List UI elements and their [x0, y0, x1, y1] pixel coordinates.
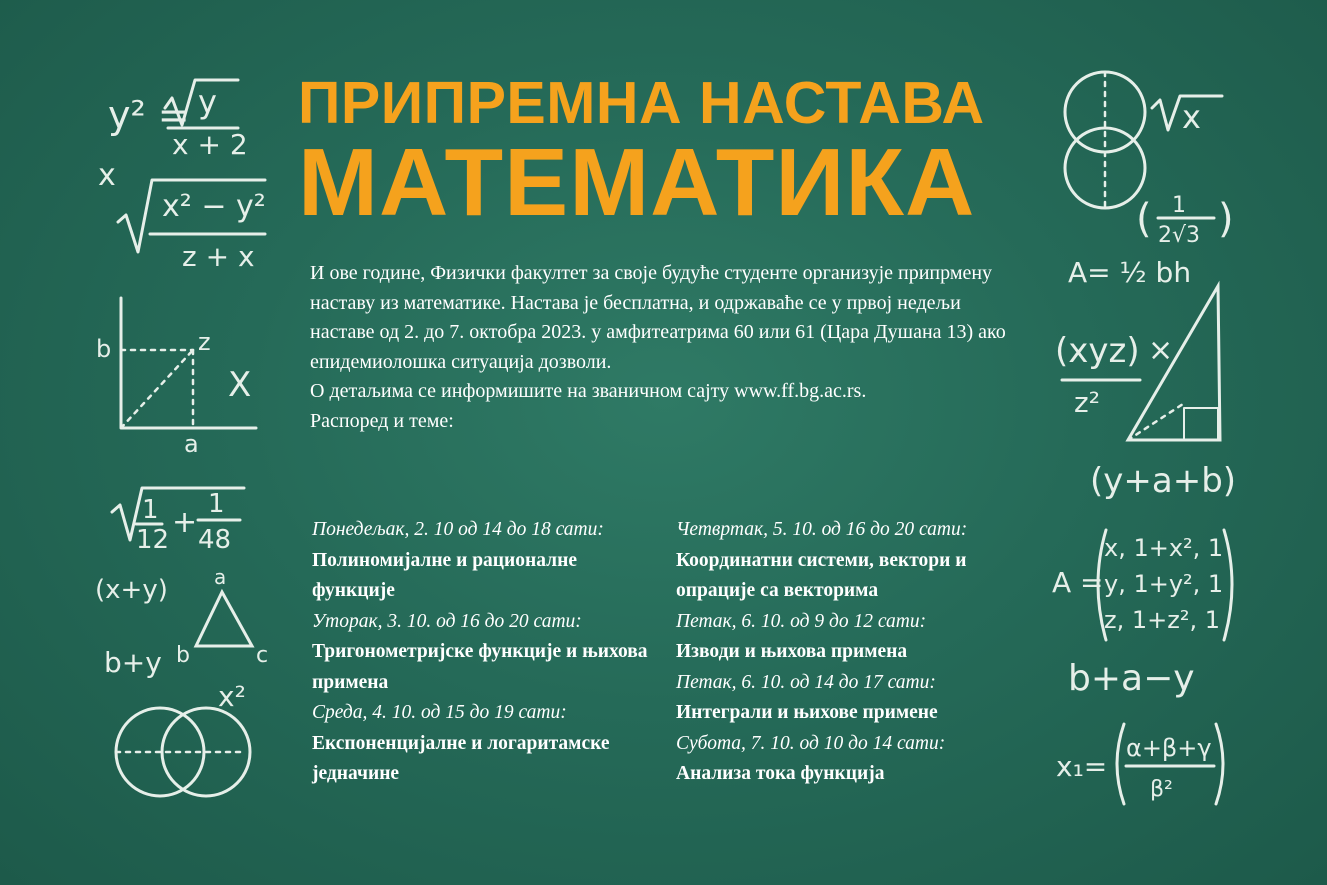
formula-sqrt-y-text: y	[198, 83, 217, 121]
schedule-topic: Анализа тока функција	[676, 763, 885, 784]
frac2-num: 1	[208, 489, 225, 519]
schedule-day: Среда, 4. 10. од 15 до 19 сати:	[312, 702, 567, 723]
formula-one-over	[1136, 193, 1234, 248]
coordinate-graph	[96, 298, 256, 458]
schedule-topic: Изводи и њихова примена	[676, 641, 908, 662]
matrix-a	[1052, 530, 1232, 640]
page-title	[298, 70, 1028, 236]
schedule-day: Понедељак, 2. 10 од 14 до 18 сати:	[312, 519, 604, 540]
frac2-den: 48	[198, 525, 232, 555]
formula-x2-minus-y2-text: x² − y²	[162, 189, 266, 224]
triangle-a: a	[214, 565, 227, 589]
title-line-2: МАТЕМАТИКА	[298, 129, 976, 236]
beta-sq-den: β²	[1150, 777, 1173, 802]
formula-z-sq: z²	[1074, 386, 1100, 419]
one-over-num: 1	[1172, 193, 1186, 218]
formula-y-squared	[108, 80, 248, 161]
stacked-circles	[1065, 72, 1145, 208]
formula-x-plus-y: (x+y)	[95, 575, 168, 605]
x1-eq: x₁=	[1056, 750, 1108, 783]
formula-b-plus-y: b+y	[104, 646, 162, 679]
formula-times-x: ×	[1148, 333, 1174, 368]
matrix-row-3: z, 1+z², 1	[1104, 606, 1220, 634]
schedule-day: Четвртак, 5. 10. од 16 до 20 сати:	[676, 519, 968, 540]
triangle-b: b	[176, 643, 190, 668]
intro-text	[310, 259, 1030, 436]
triangle-c: c	[256, 643, 269, 668]
abg-num: α+β+γ	[1126, 734, 1212, 762]
schedule-left-column	[312, 515, 662, 790]
graph-x-label: X	[228, 365, 252, 405]
matrix-a-label: A =	[1052, 566, 1104, 599]
area-formula: A= ½ bh	[1068, 256, 1192, 289]
formula-y-plus-a-plus-b: (y+a+b)	[1090, 461, 1237, 501]
schedule-right-column	[676, 515, 1021, 790]
sqrt-x-text: x	[1182, 98, 1201, 136]
title-line-1: ПРИПРЕМНА НАСТАВА	[298, 70, 985, 136]
intro-paragraph: И ове године, Физички факултет за своје будуће студенте организује припрмену наставу из математике. Настава је бесплатна, и одржаваће се у првој недељи наставе од 2. до 7. октобра 2023. у амфитеатрима 60 или 61 (Цара Душана 13) ако епидемиолошка ситуација дозволи.	[310, 262, 1006, 373]
venn-diagram-left	[116, 708, 250, 796]
formula-y-sq-text: y² =	[108, 93, 190, 137]
formula-sqrt-sum	[112, 488, 244, 555]
paren-right: )	[1218, 196, 1234, 242]
frac1-den: 12	[136, 525, 170, 555]
schedule-topic: Координатни системи, вектори и опрације са векторима	[676, 549, 967, 601]
schedule-day: Петак, 6. 10. од 14 до 17 сати:	[676, 671, 936, 693]
formula-xyz: (xyz)	[1055, 331, 1140, 371]
graph-z-label: z	[198, 328, 211, 356]
formula-x-sq: x²	[218, 680, 246, 713]
formula-x-plus-2-text: x + 2	[172, 128, 248, 161]
formula-x-mark: x	[98, 158, 116, 193]
formula-x1	[1056, 724, 1223, 804]
schedule-day: Петак, 6. 10. од 9 до 12 сати:	[676, 610, 927, 632]
schedule-day: Субота, 7. 10. од 10 до 14 сати:	[676, 732, 946, 754]
matrix-row-2: y, 1+y², 1	[1104, 570, 1224, 598]
schedule-topic: Експоненцијалне и логаритамске једначине	[312, 732, 610, 784]
paren-left: (	[1136, 196, 1152, 242]
matrix-row-1: x, 1+x², 1	[1104, 534, 1224, 562]
one-over-den: 2√3	[1158, 223, 1201, 248]
schedule-topic: Тригонометријске функције и њихова примена	[312, 641, 648, 693]
schedule-topic: Полиномијалне и рационалне функције	[312, 549, 578, 601]
formula-b-plus-a-minus-y: b+a−y	[1068, 658, 1195, 699]
right-triangle	[1128, 286, 1220, 440]
triangle-abc	[176, 565, 268, 668]
formula-sqrt-x	[1152, 96, 1222, 136]
plus-sign: +	[172, 505, 198, 540]
website-line: О детаљима се информишите на званичном сајту www.ff.bg.ac.rs.	[310, 380, 867, 402]
schedule-day: Уторак, 3. 10. од 16 до 20 сати:	[312, 610, 582, 632]
frac1-num: 1	[142, 495, 159, 525]
schedule-heading: Распоред и теме:	[310, 409, 454, 432]
schedule-topic: Интеграли и њихове примене	[676, 702, 938, 723]
formula-z-plus-x-text: z + x	[182, 240, 255, 273]
graph-b-label: b	[96, 335, 112, 363]
graph-a-label: a	[184, 430, 199, 458]
formula-sqrt-fraction	[118, 180, 266, 273]
